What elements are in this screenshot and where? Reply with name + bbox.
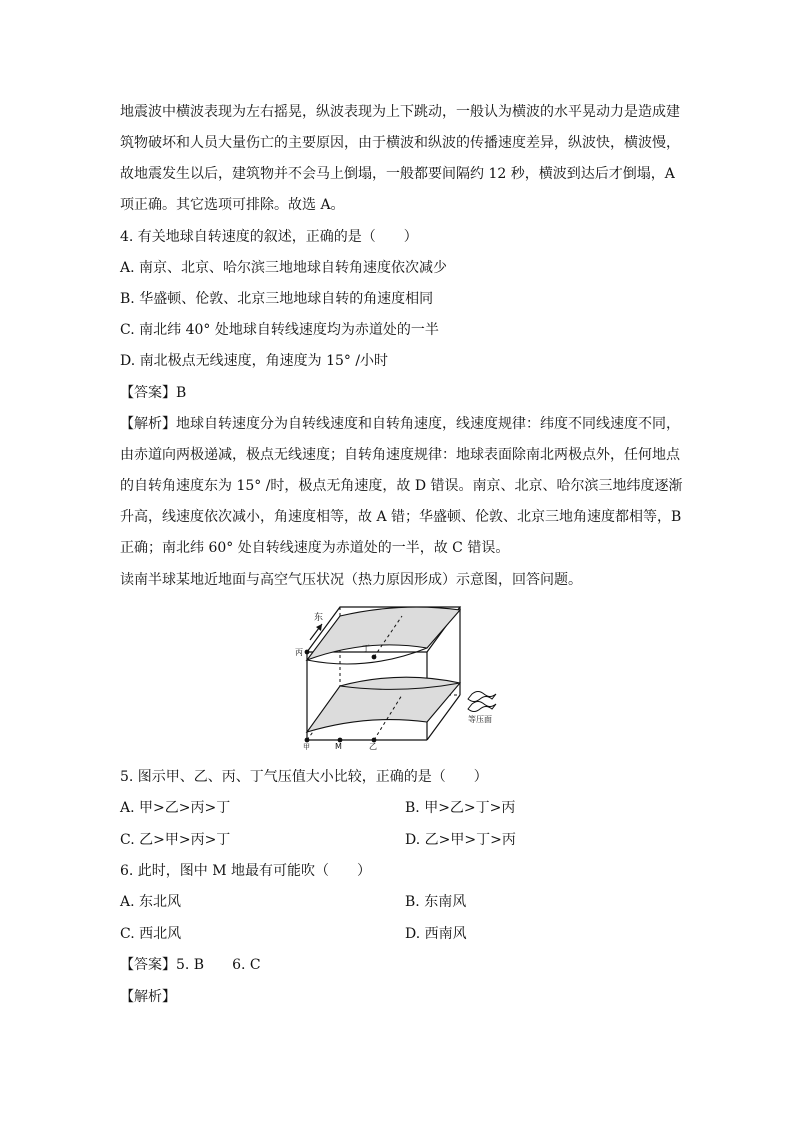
label-bing: 丙 [295, 648, 303, 657]
answer-5-6: 【答案】5. B 6. C [120, 957, 261, 973]
question-4-analysis-line: 的自转角速度东为 15° /时，极点无角速度，故 D 错误。南京、北京、哈尔滨三地纬度逐渐 [120, 478, 683, 494]
question-4-stem: 4. 有关地球自转速度的叙述，正确的是（ ） [120, 229, 418, 245]
isobar-legend-icon [468, 692, 496, 712]
question-6-option-d: D. 西南风 [405, 926, 467, 942]
group-intro: 读南半球某地近地面与高空气压状况（热力原因形成）示意图，回答问题。 [120, 572, 582, 588]
label-ding: 丁 [362, 644, 370, 653]
label-east: 东 [314, 613, 324, 623]
question-5-option-d: D. 乙>甲>丁>丙 [405, 832, 516, 848]
question-5-stem: 5. 图示甲、乙、丙、丁气压值大小比较，正确的是（ ） [120, 769, 488, 785]
isobar-diagram [292, 602, 512, 752]
paragraph-line: 地震波中横波表现为左右摇晃，纵波表现为上下跳动，一般认为横波的水平晃动力是造成建 [120, 104, 680, 120]
question-4-option-d: D. 南北极点无线速度，角速度为 15° /小时 [120, 353, 389, 369]
question-4-analysis-line: 正确；南北纬 60° 处自转线速度为赤道处的一半，故 C 错误。 [120, 540, 510, 556]
question-6-option-a: A. 东北风 [120, 894, 182, 910]
question-4-option-b: B. 华盛顿、伦敦、北京三地地球自转的角速度相同 [120, 291, 434, 307]
question-4-option-c: C. 南北纬 40° 处地球自转线速度均为赤道处的一半 [120, 322, 439, 338]
point-jia [305, 738, 310, 743]
analysis-5-6: 【解析】 [120, 989, 176, 1005]
paragraph-line: 故地震发生以后，建筑物并不会马上倒塌，一般都要间隔约 12 秒，横波到达后才倒塌，A [120, 166, 675, 182]
question-5-option-c: C. 乙>甲>丙>丁 [120, 832, 231, 848]
paragraph-line: 筑物破坏和人员大量伤亡的主要原因，由于横波和纵波的传播速度差异，纵波快，横波慢， [120, 135, 680, 151]
point-ding [372, 655, 377, 660]
question-4-analysis-line: 由赤道向两极递减，极点无线速度；自转角速度规律：地球表面除南北两极点外，任何地点 [120, 447, 680, 463]
point-bing [305, 650, 310, 655]
question-6-option-c: C. 西北风 [120, 926, 182, 942]
question-5-option-b: B. 甲>乙>丁>丙 [405, 800, 516, 816]
question-4-answer: 【答案】B [120, 385, 187, 401]
label-isobar: 等压面 [468, 715, 492, 724]
question-4-analysis-line: 升高，线速度依次减小，角速度相等，故 A 错；华盛顿、伦敦、北京三地角速度都相等，B [120, 509, 682, 525]
label-yi: 乙 [369, 742, 377, 751]
label-m: M [335, 742, 342, 751]
question-4-analysis-line: 【解析】地球自转速度分为自转线速度和自转角速度，线速度规律：纬度不同线速度不同， [120, 416, 680, 432]
question-5-option-a: A. 甲>乙>丙>丁 [120, 800, 231, 816]
question-4-option-a: A. 南京、北京、哈尔滨三地地球自转角速度依次减少 [120, 260, 448, 276]
question-6-stem: 6. 此时，图中 M 地最有可能吹（ ） [120, 863, 372, 879]
question-6-option-b: B. 东南风 [405, 894, 467, 910]
lower-isobar-surface [307, 677, 460, 732]
label-jia: 甲 [303, 743, 310, 751]
paragraph-line: 项正确。其它选项可排除。故选 A。 [120, 197, 345, 213]
